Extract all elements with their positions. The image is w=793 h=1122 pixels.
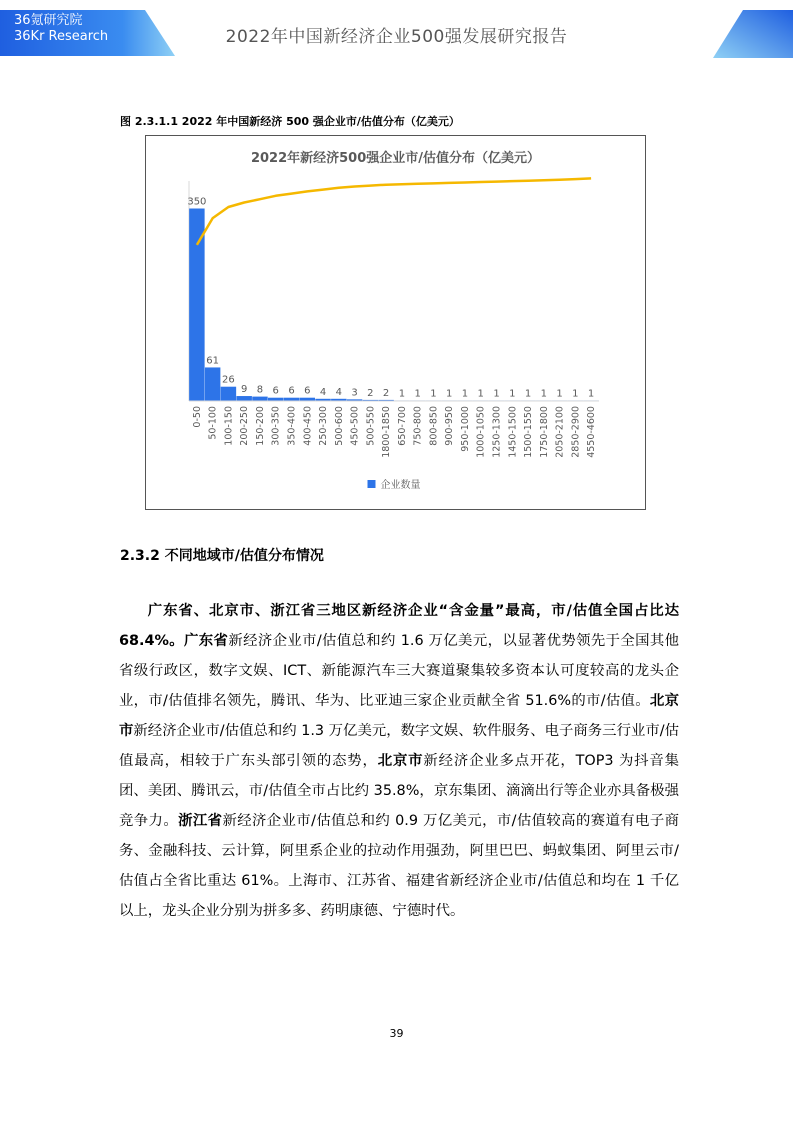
cumulative-line [197, 178, 591, 245]
body-run: 新经济企业市/估值总和约 1.3 万亿美元，数字文娱、软件服务、电子商务三行业市/估值最高，相较于广东头部引领的态势， [119, 723, 679, 769]
x-tick-label: 800-850 [428, 406, 440, 446]
bar [205, 367, 220, 401]
valuation-distribution-chart [146, 136, 645, 509]
x-tick-label: 1000-1050 [475, 406, 487, 458]
figure-caption: 图 2.3.1.1 2022 年中国新经济 500 强企业市/估值分布（亿美元） [120, 115, 460, 128]
body-run: 浙江省 [178, 813, 223, 829]
body-run: 北京市 [377, 753, 424, 769]
report-title: 2022年中国新经济企业500强发展研究报告 [225, 27, 568, 47]
data-label: 2 [382, 387, 390, 399]
x-tick-label: 1250-1300 [491, 406, 503, 458]
data-label: 1 [524, 388, 532, 400]
data-label: 1 [398, 388, 406, 400]
body-run: 广东省 [184, 633, 229, 649]
data-label: 1 [414, 388, 421, 400]
x-tick-label: 1800-1850 [381, 406, 393, 458]
data-label: 61 [206, 355, 220, 367]
x-tick-label: 100-150 [223, 406, 235, 446]
x-tick-label: 650-700 [396, 406, 408, 446]
data-label: 4 [319, 386, 327, 398]
data-label: 4 [335, 386, 342, 398]
brand-name-cn: 36氪研究院 [14, 13, 83, 28]
x-tick-label: 4550-4600 [586, 406, 598, 458]
data-label: 1 [572, 388, 579, 400]
body-paragraph [119, 596, 679, 926]
bar [252, 397, 267, 401]
section-heading: 2.3.2 不同地域市/估值分布情况 [120, 548, 324, 564]
data-label: 1 [587, 388, 595, 400]
data-label: 26 [222, 374, 235, 386]
x-tick-label: 900-950 [444, 406, 456, 446]
x-tick-label: 450-500 [349, 406, 361, 446]
data-label: 1 [461, 388, 469, 400]
data-label: 6 [272, 385, 279, 397]
chart-title: 2022年新经济500强企业市/估值分布（亿美元） [250, 151, 541, 166]
brand-name-en: 36Kr Research [14, 29, 109, 44]
data-label: 1 [493, 388, 500, 400]
legend-label: 企业数量 [380, 480, 421, 491]
x-tick-label: 400-450 [302, 406, 314, 446]
x-tick-label: 150-200 [254, 406, 266, 446]
x-tick-label: 750-800 [412, 406, 424, 446]
body-run: 新经济企业多点开花，TOP3 为抖音集团、美团、腾讯云，市/估值全市占比约 35.8%，京东集团、滴滴出行等企业亦具备极强竞争力。 [119, 753, 679, 829]
x-tick-label: 2850-2900 [570, 406, 582, 458]
data-label: 9 [241, 384, 248, 396]
body-run: 新经济企业市/估值总和约 0.9 万亿美元，市/估值较高的赛道有电子商务、金融科技、云计算，阿里系企业的拉动作用强劲，阿里巴巴、蚂蚁集团、阿里云市/估值占全省比重达 61%。上海市、江苏省、福建省新经济企业市/估值总和均在 1 千亿以上，龙头企业分别为拼多多、药明康德、宁德时代。 [119, 813, 679, 919]
data-label: 1 [509, 388, 516, 400]
legend-swatch [368, 480, 376, 488]
data-label: 1 [540, 388, 547, 400]
x-tick-label: 250-300 [318, 406, 330, 446]
x-tick-label: 1750-1800 [538, 406, 550, 458]
x-tick-label: 300-350 [270, 406, 282, 446]
x-tick-label: 500-600 [333, 406, 345, 446]
data-label: 350 [187, 196, 207, 208]
x-tick-label: 2050-2100 [554, 406, 566, 458]
body-run: 广东省、北京市、浙江省三地区新经济企业“含金量”最高，市/估值全国占比达 68.4%。 [119, 603, 679, 649]
chart-frame [145, 135, 646, 510]
data-label: 1 [477, 388, 484, 400]
x-tick-label: 950-1000 [459, 406, 471, 452]
data-label: 6 [304, 385, 311, 397]
corner-decoration [713, 10, 793, 58]
data-label: 3 [351, 387, 358, 399]
x-tick-label: 500-550 [365, 406, 377, 446]
data-label: 6 [288, 385, 295, 397]
bar [236, 396, 251, 401]
x-tick-label: 50-100 [207, 406, 219, 440]
data-label: 1 [430, 388, 437, 400]
bar [221, 387, 236, 401]
x-tick-label: 350-400 [286, 406, 298, 446]
page-number: 39 [389, 1027, 404, 1040]
body-run: 北京市 [119, 693, 679, 739]
data-label: 1 [556, 388, 563, 400]
data-label: 1 [446, 388, 453, 400]
data-label: 8 [256, 384, 264, 396]
x-tick-label: 1500-1550 [523, 406, 535, 458]
x-tick-label: 200-250 [239, 406, 251, 446]
body-run: 新经济企业市/估值总和约 1.6 万亿美元，以显著优势领先于全国其他省级行政区，数字文娱、ICT、新能源汽车三大赛道聚集较多资本认可度较高的龙头企业，市/估值排名领先，腾讯、华为、比亚迪三家企业贡献全省 51.6%的市/估值。 [119, 633, 679, 709]
x-tick-label: 1450-1500 [507, 406, 519, 458]
x-tick-label: 0-50 [191, 406, 203, 428]
data-label: 2 [367, 387, 374, 399]
